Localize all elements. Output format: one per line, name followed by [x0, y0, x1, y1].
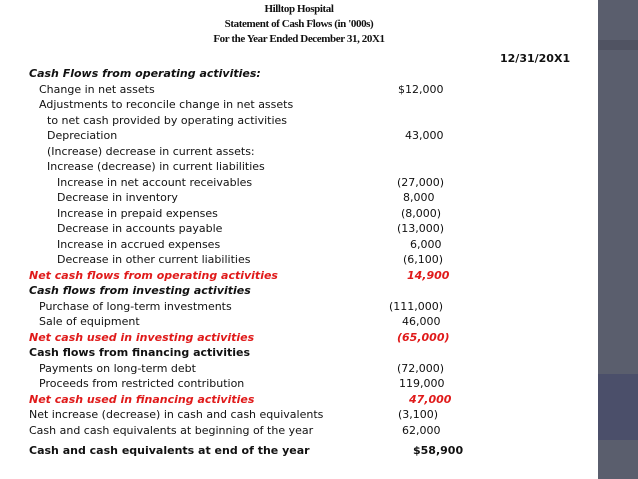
row-amount: 6,000 — [410, 237, 442, 251]
row-amount: 14,900 — [407, 268, 450, 282]
row-label: Net cash used in investing activities — [29, 330, 255, 344]
row-label: to net cash provided by operating activities — [47, 113, 288, 127]
row-label: Cash and cash equivalents at end of the year — [29, 444, 310, 457]
row-label: Proceeds from restricted contribution — [39, 377, 245, 390]
row-amount: (6,100) — [403, 253, 444, 266]
row-label: Cash flows from investing activities — [29, 284, 251, 297]
row-net-financing-total — [0, 392, 598, 408]
row-label: Cash and cash equivalents at beginning of the year — [29, 423, 314, 437]
row-adjustments-continued — [0, 113, 598, 129]
statement-title: Statement of Cash Flows (in '000s) — [224, 18, 374, 30]
row-change-in-net-assets — [0, 82, 598, 98]
row-long-term-debt — [0, 361, 598, 377]
row-amount: 62,000 — [402, 423, 441, 437]
row-label: Decrease in other current liabilities — [57, 253, 251, 266]
column-date-header: 12/31/20X1 — [500, 52, 571, 65]
row-label: Adjustments to reconcile change in net assets — [39, 98, 294, 111]
sidebar-accent-bottom — [598, 374, 638, 440]
row-amount: 8,000 — [403, 191, 435, 204]
row-amount: 119,000 — [399, 377, 445, 390]
row-depreciation — [0, 128, 598, 144]
section-heading-financing — [0, 345, 598, 361]
row-label: Purchase of long-term investments — [39, 299, 232, 313]
section-heading-investing — [0, 283, 598, 299]
row-label: Decrease in accounts payable — [57, 222, 223, 235]
row-amount: (72,000) — [397, 361, 445, 375]
row-account-receivables — [0, 175, 598, 191]
row-label: Cash flows from financing activities — [29, 346, 251, 359]
row-label: Net increase (decrease) in cash and cash equivalents — [29, 408, 324, 421]
row-label: Increase in accrued expenses — [57, 237, 221, 251]
row-amount: (65,000) — [397, 330, 450, 344]
sidebar-accent-top — [598, 40, 638, 50]
row-ending-cash — [0, 443, 598, 459]
row-current-liabilities-heading — [0, 159, 598, 175]
row-label: Payments on long-term debt — [39, 361, 196, 375]
row-beginning-cash — [0, 423, 598, 439]
row-amount: 47,000 — [409, 392, 452, 406]
row-label: Change in net assets — [39, 82, 155, 96]
row-adjustments — [0, 97, 598, 113]
row-net-change-in-cash — [0, 407, 598, 423]
row-inventory — [0, 190, 598, 206]
row-prepaid-expenses — [0, 206, 598, 222]
row-net-investing-total — [0, 330, 598, 346]
row-restricted-contribution — [0, 376, 598, 392]
row-label: Net cash flows from operating activities — [29, 268, 278, 282]
statement-period: For the Year Ended December 31, 20X1 — [213, 33, 385, 45]
section-heading-operating — [0, 66, 598, 82]
row-purchase-investments — [0, 299, 598, 315]
row-label: Decrease in inventory — [57, 191, 178, 204]
row-amount: 46,000 — [402, 315, 441, 328]
row-amount: (27,000) — [397, 175, 445, 189]
row-label: Cash Flows from operating activities: — [29, 67, 261, 80]
statement-header — [0, 2, 598, 47]
row-label: Increase in prepaid expenses — [57, 206, 218, 220]
row-amount: $12,000 — [398, 82, 444, 96]
row-amount: (111,000) — [389, 299, 444, 313]
decorative-sidebar — [598, 0, 638, 479]
row-amount: (3,100) — [398, 408, 439, 421]
row-sale-of-equipment — [0, 314, 598, 330]
row-label: Increase in net account receivables — [57, 175, 253, 189]
row-label: (Increase) decrease in current assets: — [47, 144, 255, 158]
row-amount: $58,900 — [413, 444, 464, 457]
row-amount: (13,000) — [397, 222, 445, 235]
row-net-operating-total — [0, 268, 598, 284]
row-label: Sale of equipment — [39, 315, 140, 328]
organization-name: Hilltop Hospital — [264, 3, 334, 15]
row-label: Depreciation — [47, 129, 118, 142]
row-label: Net cash used in financing activities — [29, 392, 255, 406]
row-accounts-payable — [0, 221, 598, 237]
row-accrued-expenses — [0, 237, 598, 253]
row-current-assets-heading — [0, 144, 598, 160]
row-amount: (8,000) — [401, 206, 442, 220]
row-other-current-liabilities — [0, 252, 598, 268]
row-amount: 43,000 — [405, 129, 444, 142]
row-label: Increase (decrease) in current liabilities — [47, 160, 265, 173]
